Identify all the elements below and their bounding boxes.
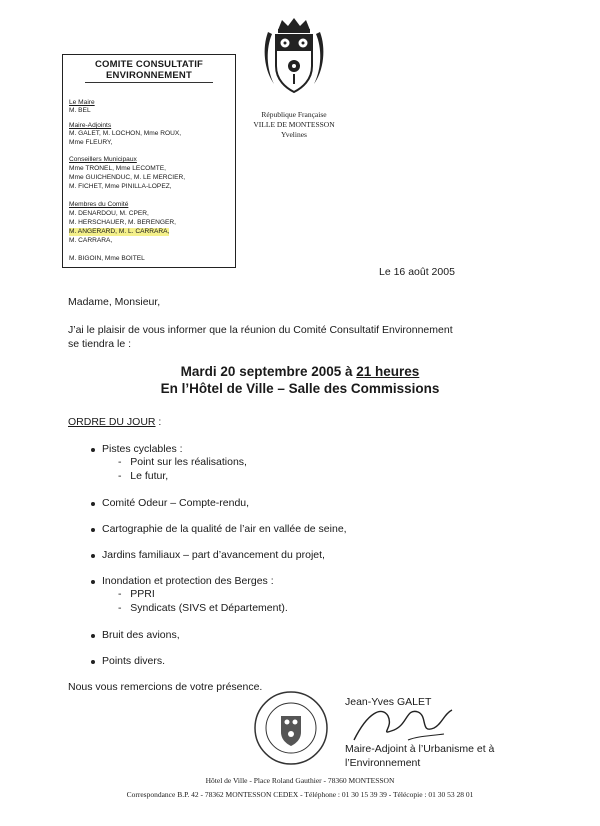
meeting-date-line	[0, 364, 600, 379]
agenda-item: Cartographie de la qualité de l’air en vallée de seine,	[102, 523, 347, 535]
committee-member-line: M. FICHET, Mme PINILLA-LOPEZ,	[69, 183, 172, 190]
agenda-subitem: - Point sur les réalisations,	[118, 456, 247, 468]
committee-member-line: Mme FLEURY,	[69, 139, 113, 146]
salutation: Madame, Monsieur,	[68, 296, 161, 308]
committee-member-line: M. CARRARA,	[69, 237, 113, 244]
agenda-subitem: - Syndicats (SIVS et Département).	[118, 602, 288, 614]
committee-member-line-highlighted: M. ANGERARD, M. L. CARRARA,	[69, 228, 170, 235]
signatory-name: Jean-Yves GALET	[345, 696, 432, 708]
bullet-icon	[91, 448, 95, 452]
committee-member-line: M. HERSCHAUER, M. BERENGER,	[69, 219, 176, 226]
committee-title-line1: COMITE CONSULTATIF	[94, 59, 204, 70]
agenda-item: Pistes cyclables :	[102, 443, 183, 455]
committee-member-line: M. DENARDOU, M. CPER,	[69, 210, 149, 217]
agenda-title	[68, 416, 161, 429]
committee-member-line: Mme TRONEL, Mme LECOMTE,	[69, 165, 166, 172]
letterhead-department: Yvelines	[281, 130, 307, 139]
agenda-subitem-text: Point sur les réalisations,	[130, 456, 247, 468]
agenda-item: Bruit des avions,	[102, 629, 180, 641]
committee-heading-adjoints: Maire-Adjoints	[69, 122, 112, 129]
agenda-subitem-text: Syndicats (SIVS et Département).	[130, 602, 288, 614]
committee-title-divider	[85, 82, 213, 83]
committee-title	[63, 59, 235, 81]
agenda-title-text: ORDRE DU JOUR	[68, 416, 156, 428]
footer-contact: Correspondance B.P. 42 - 78362 MONTESSON CEDEX - Téléphone : 01 30 15 39 39 - Télécopie : 01 30 53 28 01	[126, 790, 474, 799]
meeting-location: En l’Hôtel de Ville – Salle des Commissions	[160, 381, 440, 396]
bullet-icon	[91, 502, 95, 506]
coat-of-arms-logo	[262, 18, 326, 98]
bullet-icon	[91, 580, 95, 584]
committee-member-line: M. BIGOIN, Mme BOITEL	[69, 255, 145, 262]
meeting-time: 21 heures	[356, 364, 420, 379]
agenda-title-colon: :	[155, 416, 162, 428]
agenda-subitem: - PPRI	[118, 588, 155, 600]
committee-heading-maire: Le Maire	[69, 99, 95, 106]
agenda-item: Points divers.	[102, 655, 166, 667]
intro-line-1: J’ai le plaisir de vous informer que la réunion du Comité Consultatif Environnement	[68, 324, 453, 336]
signatory-role-line2: l’Environnement	[345, 757, 421, 769]
committee-heading-conseillers: Conseillers Municipaux	[69, 156, 137, 163]
committee-title-line2: ENVIRONNEMENT	[106, 70, 192, 81]
agenda-subitem-text: PPRI	[130, 588, 155, 600]
bullet-icon	[91, 660, 95, 664]
signatory-role-line1: Maire-Adjoint à l’Urbanisme et à	[345, 743, 495, 755]
intro-line-2: se tiendra le :	[68, 338, 132, 350]
meeting-date: Mardi 20 septembre 2005 à	[180, 364, 357, 379]
letterhead	[236, 110, 352, 140]
committee-member-line: M. GALET, M. LOCHON, Mme ROUX,	[69, 130, 182, 137]
letter-date: Le 16 août 2005	[379, 266, 455, 278]
committee-member-line: Mme GUICHENDUC, M. LE MERCIER,	[69, 174, 186, 181]
agenda-item: Jardins familiaux – part d’avancement du projet,	[102, 549, 325, 561]
bullet-icon	[91, 528, 95, 532]
committee-member-line: M. BEL	[69, 107, 91, 114]
agenda-subitem-text: Le futur,	[130, 470, 169, 482]
agenda-subitem: - Le futur,	[118, 470, 169, 482]
letterhead-city: VILLE DE MONTESSON	[253, 120, 335, 129]
bullet-icon	[91, 634, 95, 638]
bullet-icon	[91, 554, 95, 558]
official-stamp	[253, 690, 329, 766]
footer-address: Hôtel de Ville - Place Roland Gauthier - 78360 MONTESSON	[205, 776, 395, 785]
committee-box	[62, 54, 236, 268]
agenda-item: Comité Odeur – Compte-rendu,	[102, 497, 250, 509]
agenda-item: Inondation et protection des Berges :	[102, 575, 274, 587]
committee-heading-membres: Membres du Comité	[69, 201, 129, 208]
letterhead-republic: République Française	[261, 110, 327, 119]
closing-line: Nous vous remercions de votre présence.	[68, 681, 263, 693]
